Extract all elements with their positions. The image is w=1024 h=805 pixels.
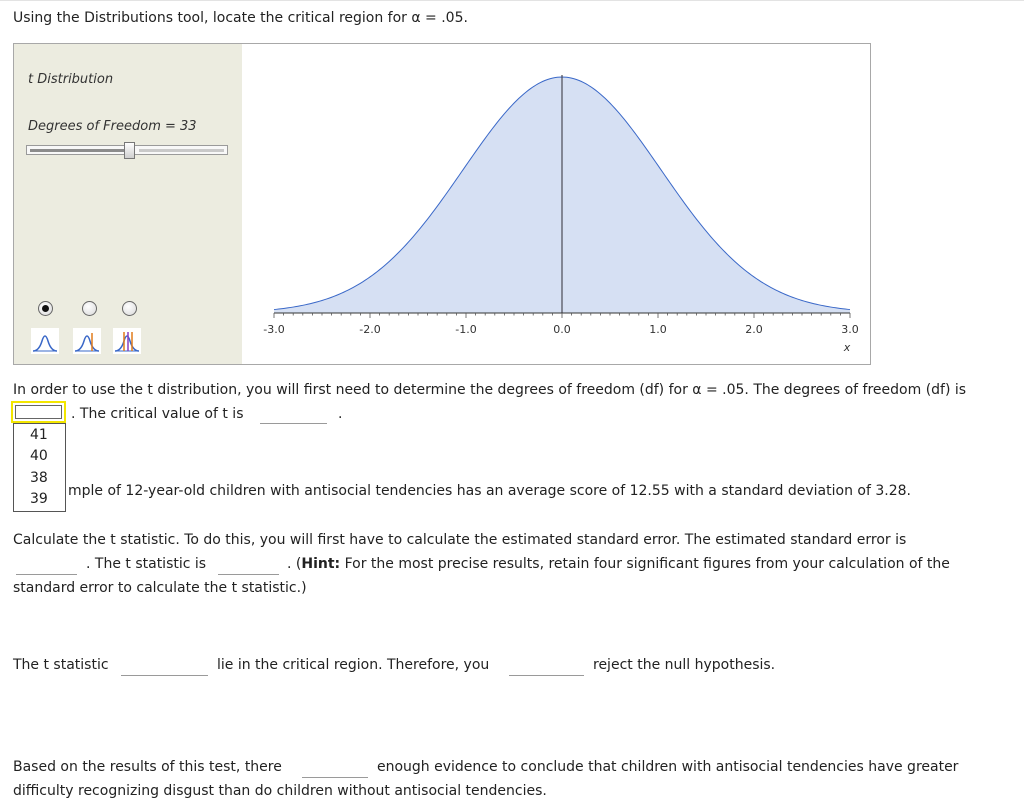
- sample-description: mple of 12-year-old children with antisocial tendencies has an average score of 12.55 with a standard deviation of 3.28.: [68, 483, 911, 499]
- df-dropdown[interactable]: [11, 401, 66, 423]
- top-divider: [0, 0, 1024, 1]
- two-tail-lines-icon[interactable]: [73, 328, 101, 354]
- evidence-blank[interactable]: [302, 777, 368, 778]
- df-slider-rest: [139, 149, 224, 152]
- critical-value-prompt: . The critical value of t is: [71, 406, 244, 422]
- hint-line: [287, 552, 950, 576]
- t-distribution-plot[interactable]: [244, 44, 870, 364]
- distribution-title: t Distribution: [28, 72, 114, 87]
- radio-two-tail[interactable]: [82, 301, 97, 316]
- x-tick-label: 2.0: [745, 323, 763, 336]
- reject-decision-blank[interactable]: [509, 675, 584, 676]
- df-option[interactable]: 39: [30, 491, 48, 507]
- conclusion-text-b: enough evidence to conclude that children with antisocial tendencies have greater: [377, 759, 959, 775]
- x-tick-label: -3.0: [263, 323, 285, 336]
- x-tick-label: -2.0: [359, 323, 381, 336]
- conclusion-text-a: Based on the results of this test, there: [13, 759, 282, 775]
- critical-value-blank[interactable]: [260, 423, 327, 424]
- df-dropdown-field[interactable]: [15, 405, 62, 419]
- critical-region-text-a: The t statistic: [13, 657, 109, 673]
- hint-text: For the most precise results, retain four significant figures from your calculation of the: [340, 556, 950, 572]
- df-slider-fill: [30, 149, 126, 152]
- x-axis-label: x: [843, 341, 851, 354]
- hint-line2: standard error to calculate the t statistic.): [13, 580, 307, 596]
- critical-value-period: .: [338, 406, 343, 422]
- hint-prefix: . (: [287, 556, 302, 572]
- x-tick-label: 0.0: [553, 323, 571, 336]
- t-statistic-blank[interactable]: [218, 574, 279, 575]
- multi-line-curve-icon[interactable]: [113, 328, 141, 354]
- df-slider-thumb[interactable]: [124, 142, 135, 159]
- critical-region-text-b: lie in the critical region. Therefore, you: [217, 657, 490, 673]
- t-statistic-prompt: . The t statistic is: [86, 556, 207, 572]
- x-tick-label: -1.0: [455, 323, 477, 336]
- x-tick-label: 3.0: [841, 323, 859, 336]
- lie-in-region-blank[interactable]: [121, 675, 208, 676]
- distribution-tool[interactable]: [13, 43, 871, 365]
- df-option[interactable]: 41: [30, 427, 48, 443]
- one-tail-curve-icon[interactable]: [31, 328, 59, 354]
- x-axis-ticks: [263, 313, 858, 336]
- df-option[interactable]: 40: [30, 448, 48, 464]
- hint-label: Hint:: [301, 556, 341, 572]
- df-label: Degrees of Freedom = 33: [28, 119, 197, 134]
- std-error-question: Calculate the t statistic. To do this, you will first have to calculate the estimated standard error. The estimated standard error is: [13, 532, 907, 548]
- tool-control-panel: [14, 44, 242, 364]
- critical-region-text-c: reject the null hypothesis.: [593, 657, 776, 673]
- question-prompt: Using the Distributions tool, locate the critical region for α = .05.: [13, 10, 468, 26]
- radio-multi-line[interactable]: [122, 301, 137, 316]
- df-option[interactable]: 38: [30, 470, 48, 486]
- conclusion-line2: difficulty recognizing disgust than do children without antisocial tendencies.: [13, 783, 547, 799]
- std-error-blank[interactable]: [16, 574, 77, 575]
- df-question-line1: In order to use the t distribution, you will first need to determine the degrees of freedom (df) for α = .05. The degrees of freedom (df) is: [13, 382, 967, 398]
- radio-one-tail[interactable]: [38, 301, 53, 316]
- x-tick-label: 1.0: [649, 323, 667, 336]
